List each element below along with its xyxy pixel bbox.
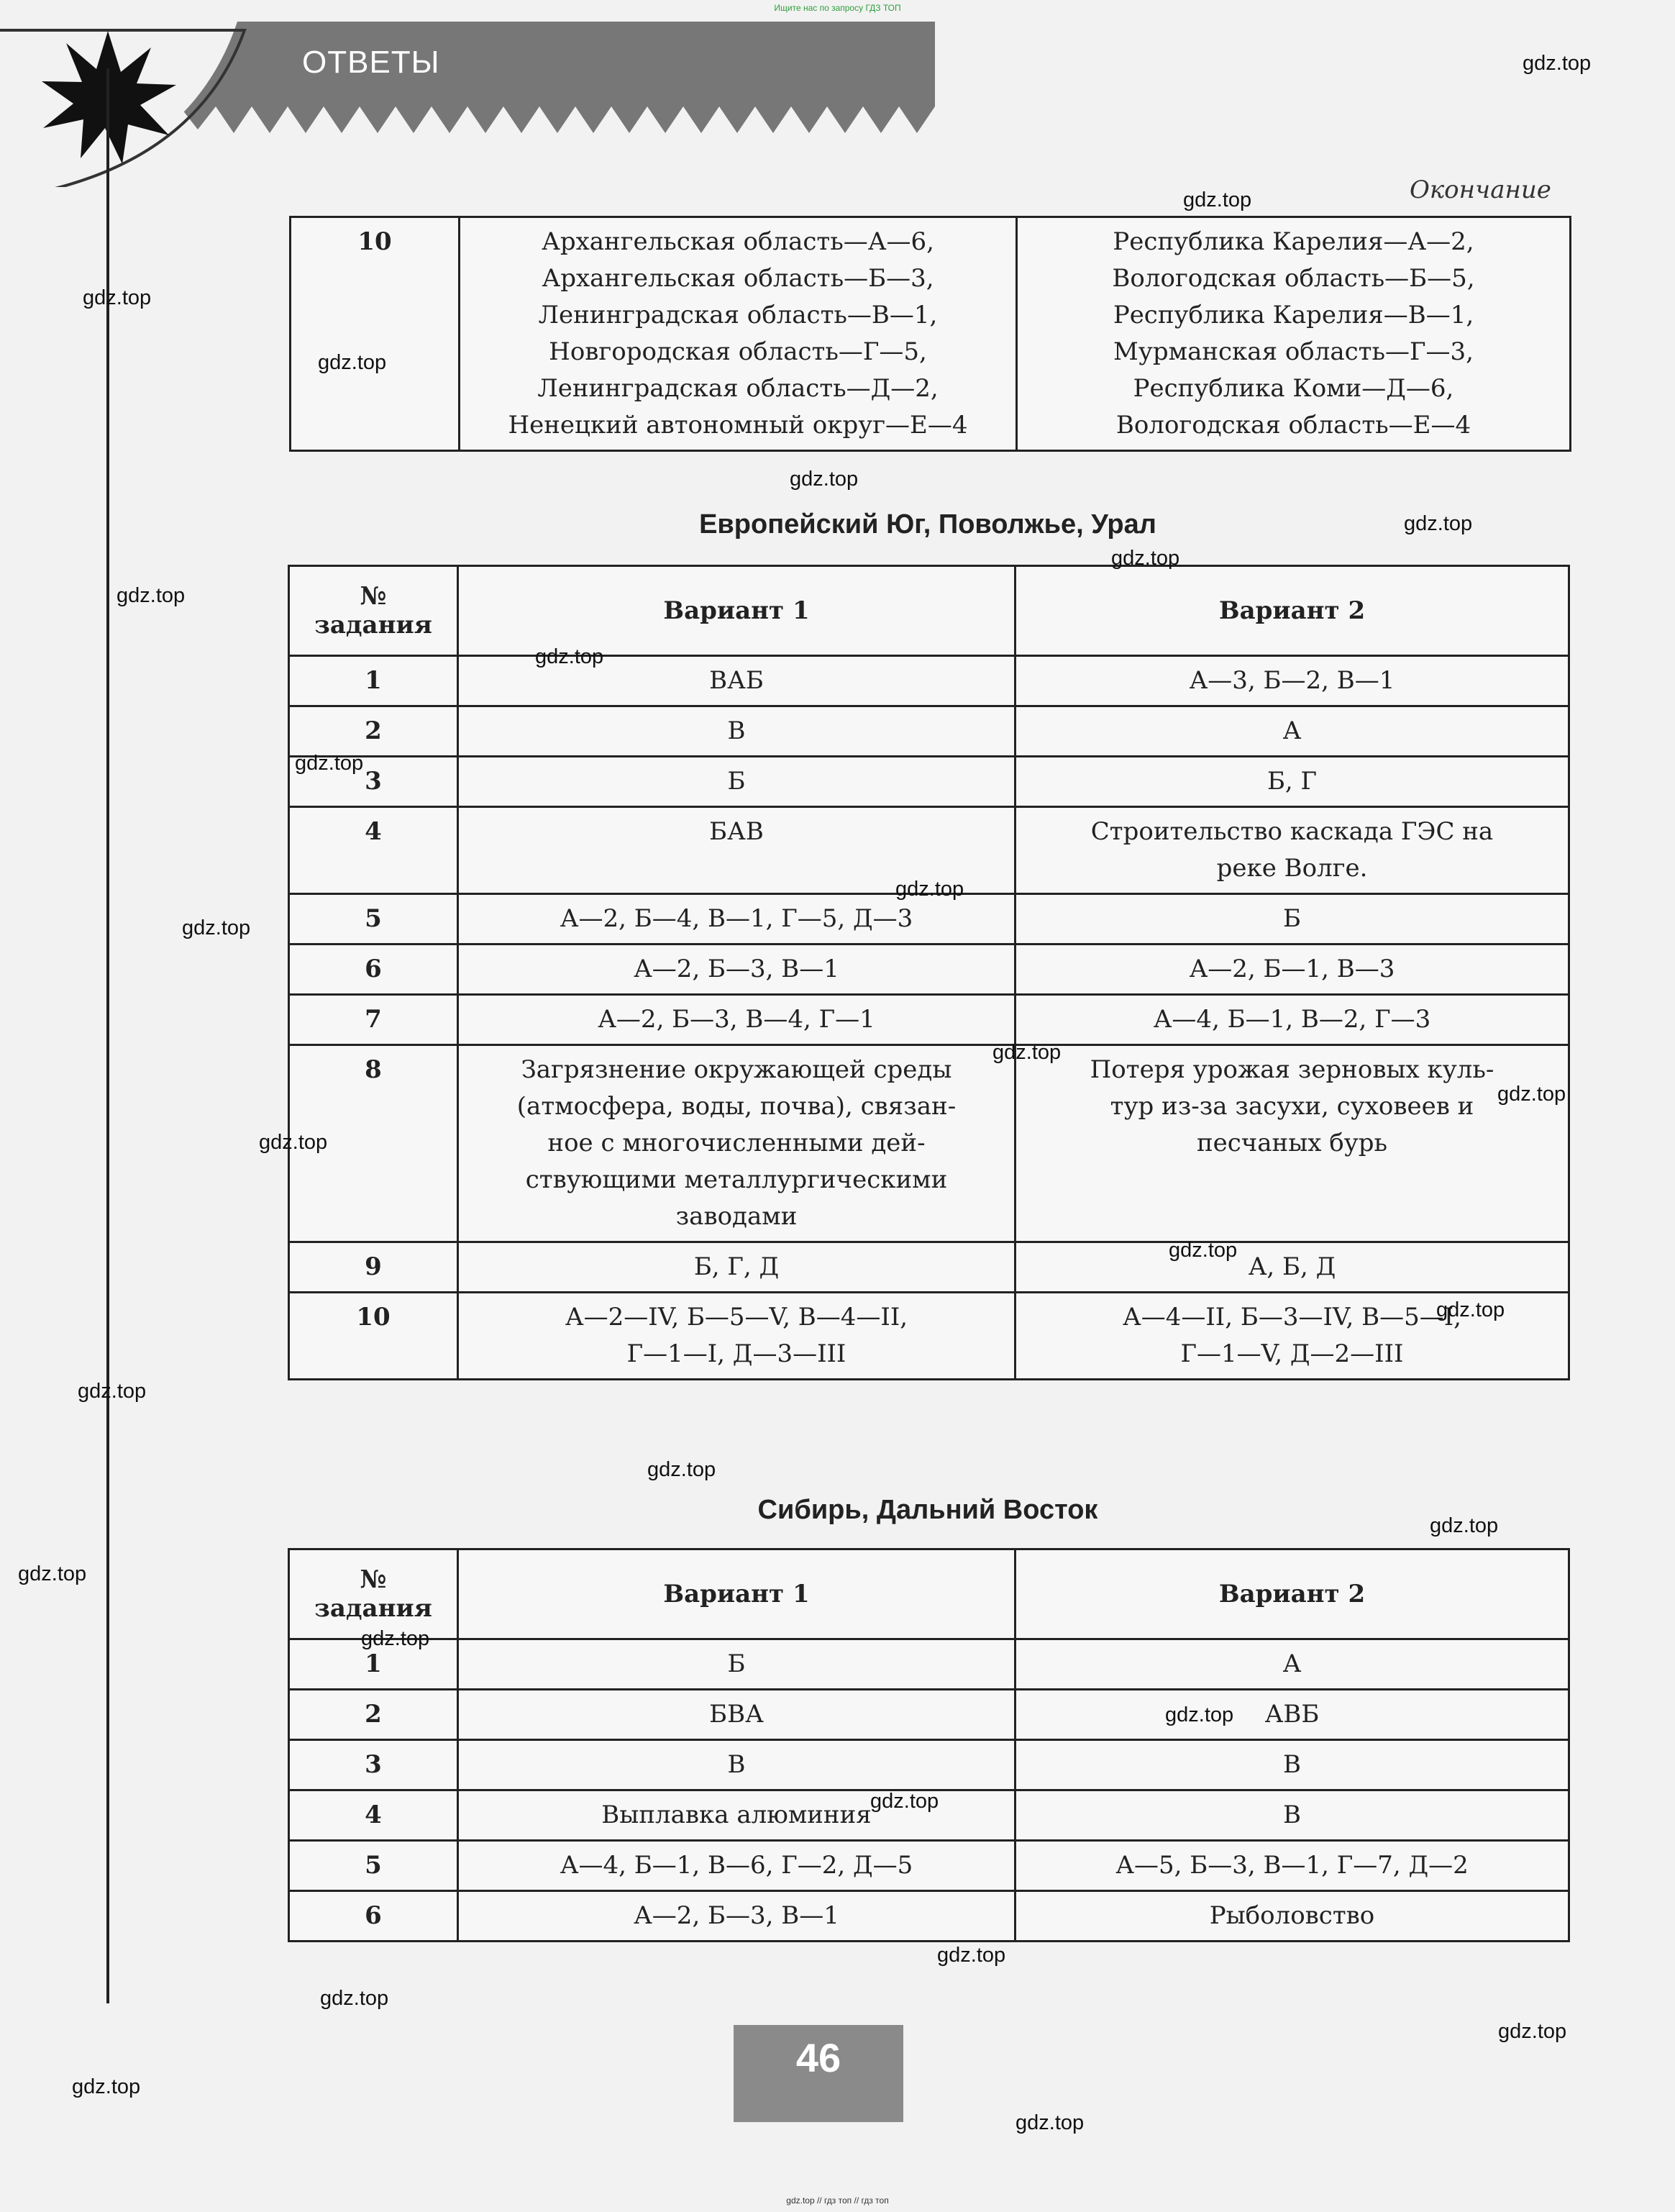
watermark: gdz.top <box>1183 188 1252 211</box>
variant-1-answer <box>458 1891 1016 1942</box>
variant-1-answer <box>458 894 1016 945</box>
variant-1-answer <box>458 945 1016 995</box>
task-number: 2 <box>289 1690 458 1740</box>
answer-line: В <box>727 716 746 745</box>
watermark: gdz.top <box>790 468 859 491</box>
answer-line: А—2, Б—3, В—1 <box>634 955 839 983</box>
task-number: 1 <box>289 1639 458 1690</box>
variant-2-answer <box>1016 1841 1569 1891</box>
table-row <box>289 945 1569 995</box>
table-header-row <box>289 566 1569 656</box>
answer-line: ВАБ <box>709 666 764 695</box>
answer-line: Республика Коми—Д—6, <box>1133 374 1454 403</box>
answer-line: Ленинградская область—Д—2, <box>537 374 939 403</box>
variant-1-answer <box>458 1740 1016 1790</box>
watermark: gdz.top <box>1497 1083 1566 1106</box>
answer-line: Новгородская область—Г—5, <box>549 337 927 366</box>
variant-1-answer <box>458 757 1016 807</box>
variant-2-answer <box>1016 945 1569 995</box>
watermark: gdz.top <box>1436 1298 1505 1321</box>
answer-line: Г—1—I, Д—3—III <box>626 1339 846 1368</box>
answer-line: В <box>1283 1750 1301 1779</box>
variant-2-answer <box>1016 656 1569 706</box>
answer-line: А—3, Б—2, В—1 <box>1189 666 1395 695</box>
task-number: 7 <box>289 995 458 1045</box>
answer-line: Ненецкий автономный округ—Е—4 <box>508 411 968 440</box>
task-number: 10 <box>289 1293 458 1380</box>
task-number: 4 <box>289 807 458 894</box>
answer-line: А—4, Б—1, В—2, Г—3 <box>1153 1005 1431 1034</box>
answer-line: А—2—IV, Б—5—V, В—4—II, <box>565 1303 908 1332</box>
watermark: gdz.top <box>1498 2020 1567 2043</box>
watermark: gdz.top <box>1016 2111 1085 2134</box>
variant-2-answer <box>1016 995 1569 1045</box>
variant-2-answer <box>1016 1690 1569 1740</box>
table-row <box>289 995 1569 1045</box>
answer-line: Вологодская область—Б—5, <box>1112 264 1475 293</box>
answer-line: Вологодская область—Е—4 <box>1115 411 1471 440</box>
task-number: 5 <box>289 894 458 945</box>
variant-1-answer <box>458 1841 1016 1891</box>
task-number: 8 <box>289 1045 458 1242</box>
page-number: 46 <box>795 2035 841 2080</box>
watermark: gdz.top <box>1523 52 1592 75</box>
answer-line: Б <box>727 767 746 796</box>
answer-line: А <box>1282 1649 1302 1678</box>
variant-2-answer <box>1016 1045 1569 1242</box>
answer-line: А—2, Б—3, В—4, Г—1 <box>598 1005 875 1034</box>
bottom-footer-link[interactable]: gdz.top // гдз топ // гдз топ <box>786 2195 889 2206</box>
answer-line: Выплавка алюминия <box>601 1801 872 1829</box>
watermark: gdz.top <box>647 1458 716 1481</box>
answer-line: заводами <box>675 1202 798 1231</box>
watermark: gdz.top <box>870 1790 939 1813</box>
task-number: 1 <box>289 656 458 706</box>
watermark: gdz.top <box>937 1944 1006 1967</box>
table-row <box>289 1690 1569 1740</box>
answer-line: тур из-за засухи, суховеев и <box>1110 1092 1474 1121</box>
answer-line: Рыболовство <box>1209 1901 1375 1930</box>
table-row <box>289 1045 1569 1242</box>
task-number: 4 <box>289 1790 458 1841</box>
variant-1-answer <box>458 706 1016 757</box>
table-row <box>289 1841 1569 1891</box>
variant-2-answer <box>1016 1639 1569 1690</box>
answers-table-siberia <box>288 1548 1570 1942</box>
header-band <box>0 22 935 187</box>
watermark: gdz.top <box>182 916 251 939</box>
variant-1-answer <box>458 1045 1016 1242</box>
answer-line: Б <box>1283 904 1301 933</box>
watermark: gdz.top <box>318 351 387 374</box>
answer-line: А—2, Б—1, В—3 <box>1189 955 1395 983</box>
variant-1-answer <box>458 1690 1016 1740</box>
answer-line: Республика Карелия—В—1, <box>1113 301 1474 329</box>
answer-line: песчаных бурь <box>1196 1129 1388 1157</box>
watermark: gdz.top <box>1169 1239 1238 1262</box>
task-number: 3 <box>289 1740 458 1790</box>
variant-2-answer <box>1016 1740 1569 1790</box>
ending-label: Окончание <box>1410 176 1551 204</box>
column-header-variant-2: Вариант 2 <box>1016 566 1569 656</box>
watermark: gdz.top <box>72 2075 141 2098</box>
variant-1-answer <box>458 1242 1016 1293</box>
variant-2-answer <box>1016 807 1569 894</box>
answer-line: Мурманская область—Г—3, <box>1113 337 1474 366</box>
column-header-variant-1: Вариант 1 <box>458 1549 1016 1639</box>
section-title-siberia: Сибирь, Дальний Восток <box>757 1495 1098 1525</box>
answer-line: А <box>1282 716 1302 745</box>
answer-line: А—2, Б—3, В—1 <box>634 1901 839 1930</box>
variant-1-answer <box>458 1639 1016 1690</box>
table-row <box>289 1891 1569 1942</box>
header-title: ОТВЕТЫ <box>302 45 440 80</box>
watermark: gdz.top <box>117 584 186 607</box>
watermark: gdz.top <box>259 1131 328 1154</box>
table-row <box>289 1242 1569 1293</box>
watermark: gdz.top <box>1165 1703 1234 1726</box>
left-margin-line <box>106 68 109 2003</box>
answer-line: Потеря урожая зерновых куль- <box>1090 1055 1494 1084</box>
table-row <box>289 656 1569 706</box>
task-number: 9 <box>289 1242 458 1293</box>
task-number: 6 <box>289 1891 458 1942</box>
watermark: gdz.top <box>78 1380 147 1403</box>
answer-line: А—5, Б—3, В—1, Г—7, Д—2 <box>1115 1851 1469 1880</box>
answer-line: Ленинградская область—В—1, <box>538 301 938 329</box>
variant-1-answer <box>458 1293 1016 1380</box>
table-row <box>289 706 1569 757</box>
answer-line: реке Волге. <box>1216 854 1368 883</box>
variant-2-answer <box>1016 894 1569 945</box>
variant-2-answer <box>1016 1891 1569 1942</box>
watermark: gdz.top <box>992 1041 1062 1064</box>
variant-2-answer <box>1016 1790 1569 1841</box>
answer-line: Архангельская область—А—6, <box>542 227 934 256</box>
answer-line: В <box>1283 1801 1301 1829</box>
answer-line: ное с многочисленными дей- <box>547 1129 926 1157</box>
table-header-row <box>289 1549 1569 1639</box>
variant-2-answer <box>1016 757 1569 807</box>
answer-line: А—4—II, Б—3—IV, В—5—I, <box>1123 1303 1461 1332</box>
task-number: 3 <box>289 757 458 807</box>
answer-line: Б, Г <box>1266 767 1318 796</box>
answer-line: ствующими металлургическими <box>525 1165 948 1194</box>
watermark: gdz.top <box>320 1987 389 2010</box>
variant-1-answer <box>458 995 1016 1045</box>
variant-2-answer <box>1016 706 1569 757</box>
task-number: 2 <box>289 706 458 757</box>
table-row <box>289 1293 1569 1380</box>
variant-2-answer <box>1017 217 1571 451</box>
answer-line: В <box>727 1750 746 1779</box>
answer-line: Загрязнение окружающей среды <box>521 1055 952 1084</box>
answer-line: Г—1—V, Д—2—III <box>1180 1339 1404 1368</box>
answer-line: Строительство каскада ГЭС на <box>1090 817 1494 846</box>
table-row <box>291 217 1571 451</box>
watermark: gdz.top <box>361 1627 430 1650</box>
table-row <box>289 757 1569 807</box>
watermark: gdz.top <box>535 645 604 668</box>
answer-line: А, Б, Д <box>1248 1252 1336 1281</box>
watermark: gdz.top <box>895 878 964 901</box>
table-row <box>289 1740 1569 1790</box>
answer-line: А—2, Б—4, В—1, Г—5, Д—3 <box>560 904 913 933</box>
task-number: 5 <box>289 1841 458 1891</box>
answer-line: Архангельская область—Б—3, <box>542 264 934 293</box>
table-row <box>289 1639 1569 1690</box>
watermark: gdz.top <box>1430 1514 1499 1537</box>
answer-line: БВА <box>709 1700 764 1729</box>
column-header-variant-1: Вариант 1 <box>458 566 1016 656</box>
task-number: 10 <box>291 217 460 451</box>
column-header-variant-2: Вариант 2 <box>1016 1549 1569 1639</box>
task-number: 6 <box>289 945 458 995</box>
watermark: gdz.top <box>1111 547 1180 570</box>
answer-line: (атмосфера, воды, почва), связан- <box>516 1092 957 1121</box>
column-header-number: № задания <box>289 566 458 656</box>
answers-table-south <box>288 565 1570 1380</box>
variant-1-answer <box>460 217 1017 451</box>
answer-line: АВБ <box>1264 1700 1320 1729</box>
column-header-number: № задания <box>289 1549 458 1639</box>
answer-line: Б <box>727 1649 746 1678</box>
top-search-link[interactable]: Ищите нас по запросу ГДЗ ТОП <box>774 3 901 13</box>
watermark: gdz.top <box>1404 512 1473 535</box>
section-title-south: Европейский Юг, Поволжье, Урал <box>699 509 1156 540</box>
watermark: gdz.top <box>18 1562 87 1585</box>
watermark: gdz.top <box>295 752 364 775</box>
variant-2-answer <box>1016 1242 1569 1293</box>
answers-table-continuation <box>289 216 1571 452</box>
answer-line: Б, Г, Д <box>693 1252 780 1281</box>
answer-line: А—4, Б—1, В—6, Г—2, Д—5 <box>560 1851 913 1880</box>
table-row <box>289 894 1569 945</box>
answer-line: Республика Карелия—А—2, <box>1113 227 1474 256</box>
answer-line: БАВ <box>709 817 764 846</box>
watermark: gdz.top <box>83 286 152 309</box>
